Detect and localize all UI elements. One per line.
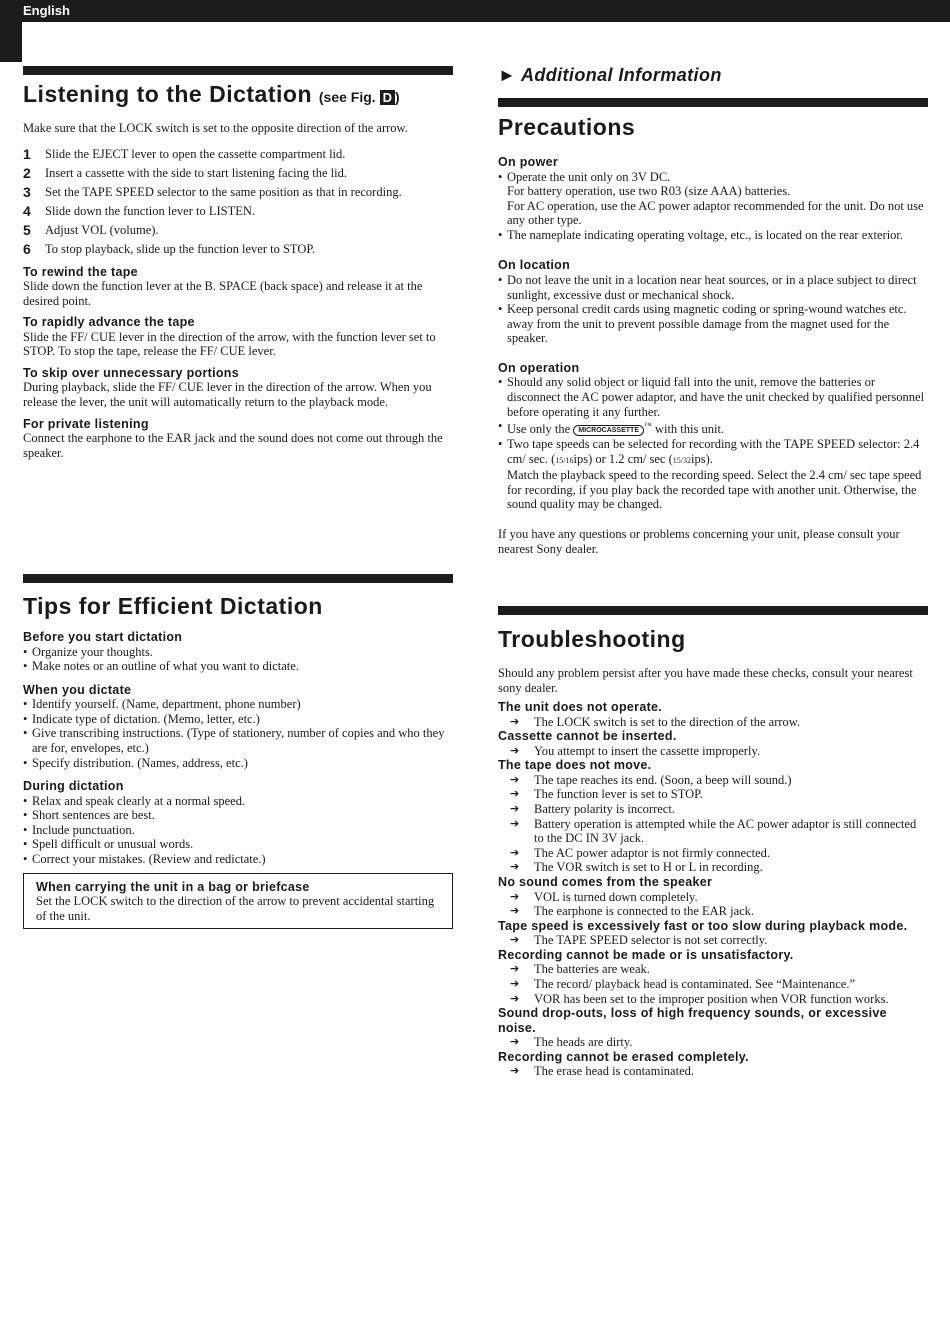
- solution-item: ➔ Battery polarity is incorrect.: [498, 802, 928, 817]
- step-text: Insert a cassette with the side to start listening facing the lid.: [45, 165, 348, 180]
- tips-section: [23, 574, 453, 929]
- rewind-text: Slide down the function lever at the B. SPACE (back space) and release it at the desired point.: [23, 279, 423, 308]
- solution-item: ➔ VOL is turned down completely.: [498, 890, 928, 905]
- troubleshooting-list: [498, 700, 928, 1079]
- power-list: [498, 170, 928, 243]
- list-item: • Use only the MICROCASSETTE™ with this unit.: [498, 419, 928, 437]
- solution-item: ➔ The tape reaches its end. (Soon, a beep will sound.): [498, 773, 928, 788]
- private-text: Connect the earphone to the EAR jack and the sound does not come out through the speaker.: [23, 431, 443, 460]
- skip-heading: To skip over unnecessary portions: [23, 365, 239, 380]
- solution-item: ➔ Battery operation is attempted while the AC power adaptor is still connected to the DC IN 3V jack.: [498, 817, 928, 846]
- solution-item: ➔ The erase head is contaminated.: [498, 1064, 928, 1079]
- list-item: • Organize your thoughts.: [23, 645, 453, 660]
- list-item: • Correct your mistakes. (Review and redictate.): [23, 852, 453, 867]
- problem-heading: Recording cannot be erased completely.: [498, 1049, 749, 1064]
- solution-list: [498, 773, 928, 875]
- advance-text: Slide the FF/ CUE lever in the direction of the arrow, with the function lever set to STOP. To stop the tape, release the FF/ CUE lever.: [23, 329, 436, 359]
- list-item: • Short sentences are best.: [23, 808, 453, 823]
- skip-text: During playback, slide the FF/ CUE lever in the direction of the arrow. When you release the lever, the unit will automatically return to the playback mode.: [23, 380, 432, 410]
- location-heading: On location: [498, 258, 571, 273]
- list-item: • Specify distribution. (Names, address, etc.): [23, 756, 453, 771]
- listening-section: [23, 66, 453, 460]
- solution-item: ➔ The function lever is set to STOP.: [498, 787, 928, 802]
- operation-heading: On operation: [498, 360, 580, 375]
- solution-list: [498, 933, 928, 948]
- step-number: 5: [23, 221, 31, 238]
- carrying-heading: When carrying the unit in a bag or briefcase: [36, 879, 310, 894]
- problem-heading: Cassette cannot be inserted.: [498, 729, 677, 744]
- list-item: • Do not leave the unit in a location near heat sources, or in a place subject to direct sunlight, excessive dust or mechanical shock.: [498, 273, 928, 302]
- list-item: • Indicate type of dictation. (Memo, letter, etc.): [23, 712, 453, 727]
- private-heading: For private listening: [23, 416, 149, 431]
- solution-list: [498, 890, 928, 919]
- microcassette-logo: MICROCASSETTE: [573, 425, 644, 436]
- carrying-text: Set the LOCK switch to the direction of the arrow to prevent accidental starting of the unit.: [36, 894, 435, 923]
- list-item: • Spell difficult or unusual words.: [23, 837, 453, 852]
- solution-item: ➔ VOR has been set to the improper position when VOR function works.: [498, 992, 928, 1007]
- step-number: 6: [23, 240, 31, 257]
- solution-item: ➔ The earphone is connected to the EAR jack.: [498, 904, 928, 919]
- solution-item: ➔ You attempt to insert the cassette improperly.: [498, 744, 928, 759]
- step-item: [23, 145, 453, 164]
- step-text: To stop playback, slide up the function lever to STOP.: [45, 241, 316, 256]
- listening-title: Listening to the Dictation (see Fig. D ): [23, 81, 400, 107]
- precautions-title: Precautions: [498, 114, 636, 140]
- during-list: [23, 794, 453, 867]
- language-label: English: [23, 3, 70, 18]
- precautions-section: [498, 64, 928, 556]
- step-item: [23, 240, 453, 259]
- section-rule: [23, 574, 453, 583]
- solution-list: [498, 1064, 928, 1079]
- step-item: [23, 164, 453, 183]
- solution-item: ➔ The AC power adaptor is not firmly connected.: [498, 846, 928, 861]
- solution-item: ➔ The heads are dirty.: [498, 1035, 928, 1050]
- troubleshooting-section: [498, 606, 928, 1079]
- problem-heading: Recording cannot be made or is unsatisfactory.: [498, 947, 794, 962]
- advance-heading: To rapidly advance the tape: [23, 315, 195, 330]
- section-rule: [498, 606, 928, 615]
- when-heading: When you dictate: [23, 682, 132, 697]
- step-number: 1: [23, 145, 31, 162]
- step-number: 4: [23, 202, 31, 219]
- additional-info-title: ► Additional Information: [498, 65, 722, 85]
- list-item: • Should any solid object or liquid fall into the unit, remove the batteries or disconnect the AC power adaptor, and have the unit checked by qualified personnel before operating it any further.: [498, 375, 928, 419]
- list-item: • Keep personal credit cards using magnetic coding or spring-wound watches etc. away from the unit to prevent possible damage from the magnet used for the speaker.: [498, 302, 928, 346]
- solution-item: ➔ The LOCK switch is set to the direction of the arrow.: [498, 715, 928, 730]
- list-item: • Give transcribing instructions. (Type of stationery, number of copies and who they are for, envelopes, etc.): [23, 726, 453, 755]
- during-heading: During dictation: [23, 779, 124, 794]
- solution-list: [498, 1035, 928, 1050]
- troubleshooting-title: Troubleshooting: [498, 626, 686, 652]
- step-item: [23, 221, 453, 240]
- step-item: [23, 183, 453, 202]
- when-list: [23, 697, 453, 770]
- section-rule: [498, 98, 928, 107]
- list-item: • Relax and speak clearly at a normal speed.: [23, 794, 453, 809]
- page-tab: [0, 22, 22, 62]
- listening-intro: Make sure that the LOCK switch is set to the opposite direction of the arrow.: [23, 121, 408, 135]
- rewind-heading: To rewind the tape: [23, 264, 138, 279]
- list-item: • Identify yourself. (Name, department, phone number): [23, 697, 453, 712]
- solution-list: [498, 715, 928, 730]
- solution-list: [498, 962, 928, 1006]
- step-item: [23, 202, 453, 221]
- solution-item: ➔ The batteries are weak.: [498, 962, 928, 977]
- problem-heading: The unit does not operate.: [498, 700, 663, 715]
- step-text: Set the TAPE SPEED selector to the same position as that in recording.: [45, 184, 402, 199]
- step-text: Slide down the function lever to LISTEN.: [45, 203, 256, 218]
- step-list: [23, 145, 453, 259]
- problem-heading: No sound comes from the speaker: [498, 875, 713, 890]
- solution-item: ➔ The record/ playback head is contaminated. See “Maintenance.”: [498, 977, 928, 992]
- step-number: 3: [23, 183, 31, 200]
- list-item: • Operate the unit only on 3V DC. For battery operation, use two R03 (size AAA) batteries. For AC operation, use the AC power adaptor recommended for the unit. Do not use any other type.: [498, 170, 928, 228]
- problem-heading: Sound drop-outs, loss of high frequency sounds, or excessive noise.: [498, 1006, 887, 1035]
- carrying-note-box: [23, 873, 453, 930]
- figure-d-badge: D: [380, 90, 395, 105]
- consult-text: If you have any questions or problems concerning your unit, please consult your nearest Sony dealer.: [498, 526, 900, 556]
- before-list: [23, 645, 453, 674]
- solution-list: [498, 744, 928, 759]
- before-heading: Before you start dictation: [23, 630, 183, 644]
- solution-item: ➔ The TAPE SPEED selector is not set correctly.: [498, 933, 928, 948]
- troubleshooting-intro: Should any problem persist after you have made these checks, consult your nearest sony dealer.: [498, 666, 913, 695]
- power-heading: On power: [498, 155, 559, 169]
- tips-title: Tips for Efficient Dictation: [23, 593, 323, 619]
- step-text: Slide the EJECT lever to open the cassette compartment lid.: [45, 146, 346, 161]
- problem-heading: Tape speed is excessively fast or too slow during playback mode.: [498, 918, 908, 933]
- step-number: 2: [23, 164, 31, 181]
- list-item: • Include punctuation.: [23, 823, 453, 838]
- list-item: • The nameplate indicating operating voltage, etc., is located on the rear exterior.: [498, 228, 928, 243]
- location-list: [498, 273, 928, 346]
- section-rule: [23, 66, 453, 75]
- language-bar: [0, 0, 950, 22]
- solution-item: ➔ The VOR switch is set to H or L in recording.: [498, 860, 928, 875]
- problem-heading: The tape does not move.: [498, 758, 652, 773]
- list-item: • Make notes or an outline of what you want to dictate.: [23, 659, 453, 674]
- list-item: • Two tape speeds can be selected for recording with the TAPE SPEED selector: 2.4 cm/ sec. (15/16ips) or 1.2 cm/ sec (15/32ips). Match the playback speed to the recording speed. Select the 2.4 cm/ sec tape speed for recording, if you play back the recorded tape with another unit. Otherwise, the sound quality may be changed.: [498, 437, 928, 512]
- step-text: Adjust VOL (volume).: [45, 222, 159, 237]
- operation-list: [498, 375, 928, 512]
